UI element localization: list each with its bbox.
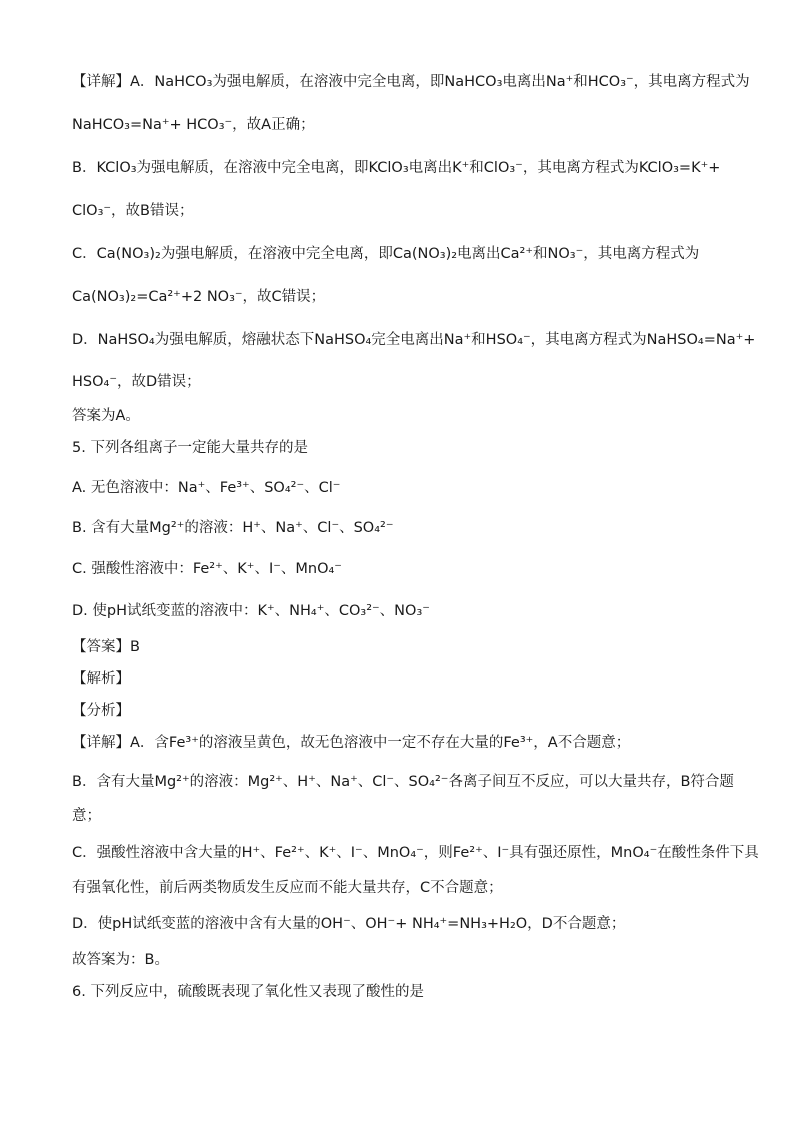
question-5-title: 5. 下列各组离子一定能大量共存的是 bbox=[72, 440, 308, 456]
detail-b-cont: 意； bbox=[72, 808, 101, 824]
line-8: HSO₄⁻，故D错误； bbox=[72, 374, 201, 390]
line-1: 【详解】A．NaHCO₃为强电解质，在溶液中完全电离，即NaHCO₃电离出Na⁺和HCO₃⁻，其电离方程式为 bbox=[72, 74, 750, 90]
detail-c-cont: 有强氧化性，前后两类物质发生反应而不能大量共存，C不合题意； bbox=[72, 880, 503, 896]
question-6-title: 6. 下列反应中，硫酸既表现了氧化性又表现了酸性的是 bbox=[72, 984, 424, 1000]
final-answer: 故答案为：B。 bbox=[72, 952, 169, 968]
line-5: C．Ca(NO₃)₂为强电解质，在溶液中完全电离，即Ca(NO₃)₂电离出Ca²⁺和NO₃⁻，其电离方程式为 bbox=[72, 246, 700, 262]
fenxi-label: 【分析】 bbox=[72, 703, 130, 719]
line-3: B．KClO₃为强电解质，在溶液中完全电离，即KClO₃电离出K⁺和ClO₃⁻，其电离方程式为KClO₃=K⁺+ bbox=[72, 160, 721, 176]
line-7: D．NaHSO₄为强电解质，熔融状态下NaHSO₄完全电离出Na⁺和HSO₄⁻，其电离方程式为NaHSO₄=Na⁺+ bbox=[72, 332, 756, 348]
option-a: A. 无色溶液中：Na⁺、Fe³⁺、SO₄²⁻、Cl⁻ bbox=[72, 480, 341, 496]
line-4: ClO₃⁻，故B错误； bbox=[72, 203, 194, 219]
analysis-label: 【解析】 bbox=[72, 671, 130, 687]
line-6: Ca(NO₃)₂=Ca²⁺+2 NO₃⁻，故C错误； bbox=[72, 289, 326, 305]
line-9: 答案为A。 bbox=[72, 408, 140, 424]
detail-c: C．强酸性溶液中含大量的H⁺、Fe²⁺、K⁺、I⁻、MnO₄⁻，则Fe²⁺、I⁻具有强还原性，MnO₄⁻在酸性条件下具 bbox=[72, 845, 759, 861]
answer-label: 【答案】B bbox=[72, 639, 140, 655]
option-b: B. 含有大量Mg²⁺的溶液：H⁺、Na⁺、Cl⁻、SO₄²⁻ bbox=[72, 520, 394, 536]
detail-d: D．使pH试纸变蓝的溶液中含有大量的OH⁻、OH⁻+ NH₄⁺=NH₃+H₂O，D不合题意； bbox=[72, 916, 626, 932]
detail-a: 【详解】A．含Fe³⁺的溶液呈黄色，故无色溶液中一定不存在大量的Fe³⁺，A不合题意； bbox=[72, 735, 631, 751]
detail-b: B．含有大量Mg²⁺的溶液：Mg²⁺、H⁺、Na⁺、Cl⁻、SO₄²⁻各离子间互不反应，可以大量共存，B符合题 bbox=[72, 774, 734, 790]
line-2: NaHCO₃=Na⁺+ HCO₃⁻，故A正确； bbox=[72, 117, 315, 133]
option-c: C. 强酸性溶液中：Fe²⁺、K⁺、I⁻、MnO₄⁻ bbox=[72, 561, 342, 577]
option-d: D. 使pH试纸变蓝的溶液中：K⁺、NH₄⁺、CO₃²⁻、NO₃⁻ bbox=[72, 603, 430, 619]
